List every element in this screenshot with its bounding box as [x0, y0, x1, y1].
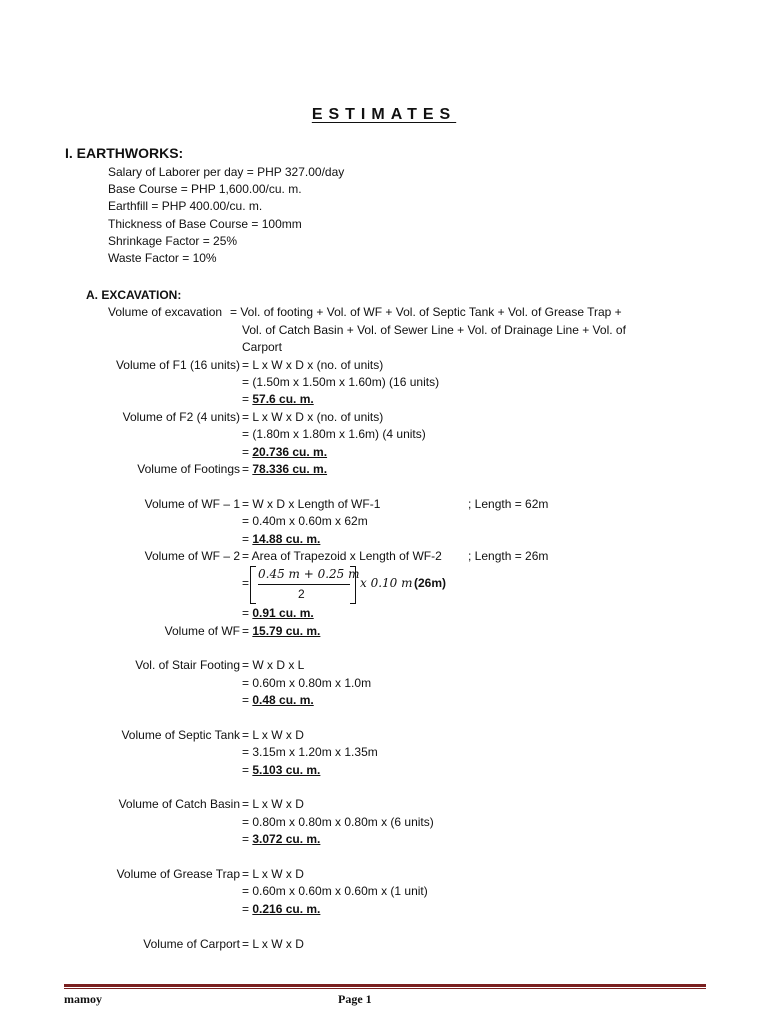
stair-footing-formula: = W x D x L: [242, 658, 305, 672]
param-salary: Salary of Laborer per day = PHP 327.00/day: [108, 165, 345, 179]
fraction-denominator: 2: [298, 587, 305, 601]
param-base-course: Base Course = PHP 1,600.00/cu. m.: [108, 182, 302, 196]
stair-footing-result-line: = 0.48 cu. m.: [242, 693, 314, 707]
page-number: Page 1: [338, 992, 372, 1006]
depth-factor: x 0.10 m: [360, 576, 413, 590]
wf2-result: 0.91 cu. m.: [252, 606, 314, 620]
wf1-formula: = W x D x Length of WF-1: [242, 497, 381, 511]
septic-tank-label: Volume of Septic Tank: [121, 728, 240, 742]
footer-rule: [64, 984, 706, 987]
wf2-formula: = Area of Trapezoid x Length of WF-2: [242, 549, 442, 563]
footer-author: mamoy: [64, 992, 102, 1006]
catch-basin-label: Volume of Catch Basin: [118, 797, 240, 811]
fraction-numerator: 0.45 m + 0.25 m: [258, 567, 360, 581]
excavation-label: Volume of excavation: [108, 305, 223, 319]
wf2-label: Volume of WF – 2: [144, 549, 240, 563]
excavation-formula-line: Vol. of Catch Basin + Vol. of Sewer Line + Vol. of Drainage Line + Vol. of: [242, 323, 626, 337]
wf1-result: 14.88 cu. m.: [252, 532, 321, 546]
equals-sign: =: [242, 576, 250, 590]
f2-result-line: = 20.736 cu. m.: [242, 445, 328, 459]
param-thickness: Thickness of Base Course = 100mm: [108, 217, 302, 231]
section-heading-earthworks: I. EARTHWORKS:: [65, 145, 184, 161]
f2-label: Volume of F2 (4 units): [122, 410, 240, 424]
trapezoid-area-equation: [242, 566, 462, 606]
wf1-length-note: ; Length = 62m: [468, 497, 549, 511]
f2-formula: = L x W x D x (no. of units): [242, 410, 384, 424]
f1-result-line: = 57.6 cu. m.: [242, 392, 314, 406]
footings-result-line: = 78.336 cu. m.: [242, 462, 328, 476]
f2-result: 20.736 cu. m.: [252, 445, 328, 459]
catch-basin-result-line: = 3.072 cu. m.: [242, 832, 321, 846]
right-bracket: [350, 566, 356, 604]
f2-substitution: = (1.80m x 1.80m x 1.6m) (4 units): [242, 427, 426, 441]
f1-result: 57.6 cu. m.: [252, 392, 314, 406]
catch-basin-substitution: = 0.80m x 0.80m x 0.80m x (6 units): [242, 815, 434, 829]
footings-result: 78.336 cu. m.: [252, 462, 328, 476]
wf1-substitution: = 0.40m x 0.60m x 62m: [242, 514, 368, 528]
length-factor: (26m): [414, 576, 447, 590]
wf-result-line: = 15.79 cu. m.: [242, 624, 321, 638]
excavation-formula-line: = Vol. of footing + Vol. of WF + Vol. of Septic Tank + Vol. of Grease Trap +: [230, 305, 622, 319]
subsection-heading-excavation: A. EXCAVATION:: [86, 288, 182, 302]
carport-formula: = L x W x D: [242, 937, 304, 951]
catch-basin-formula: = L x W x D: [242, 797, 304, 811]
footer-rule-thin: [64, 988, 706, 989]
wf2-length-note: ; Length = 26m: [468, 549, 549, 563]
f1-label: Volume of F1 (16 units): [115, 358, 240, 372]
wf-result: 15.79 cu. m.: [252, 624, 321, 638]
wf-label: Volume of WF: [164, 624, 240, 638]
carport-label: Volume of Carport: [143, 937, 240, 951]
grease-trap-result: 0.216 cu. m.: [252, 902, 321, 916]
grease-trap-result-line: = 0.216 cu. m.: [242, 902, 321, 916]
wf1-label: Volume of WF – 1: [144, 497, 240, 511]
grease-trap-label: Volume of Grease Trap: [116, 867, 240, 881]
param-waste: Waste Factor = 10%: [108, 251, 217, 265]
grease-trap-substitution: = 0.60m x 0.60m x 0.60m x (1 unit): [242, 884, 428, 898]
catch-basin-result: 3.072 cu. m.: [252, 832, 321, 846]
septic-tank-formula: = L x W x D: [242, 728, 304, 742]
wf2-result-line: = 0.91 cu. m.: [242, 606, 314, 620]
param-shrinkage: Shrinkage Factor = 25%: [108, 234, 238, 248]
fraction-bar: [258, 584, 350, 585]
f1-substitution: = (1.50m x 1.50m x 1.60m) (16 units): [242, 375, 440, 389]
excavation-formula-line: Carport: [242, 340, 283, 354]
param-earthfill: Earthfill = PHP 400.00/cu. m.: [108, 199, 263, 213]
f1-formula: = L x W x D x (no. of units): [242, 358, 384, 372]
wf1-result-line: = 14.88 cu. m.: [242, 532, 321, 546]
grease-trap-formula: = L x W x D: [242, 867, 304, 881]
septic-tank-result: 5.103 cu. m.: [252, 763, 321, 777]
septic-tank-substitution: = 3.15m x 1.20m x 1.35m: [242, 745, 378, 759]
septic-tank-result-line: = 5.103 cu. m.: [242, 763, 321, 777]
stair-footing-label: Vol. of Stair Footing: [135, 658, 240, 672]
page-title: ESTIMATES: [311, 106, 457, 123]
footings-label: Volume of Footings: [137, 462, 240, 476]
left-bracket: [250, 566, 256, 604]
stair-footing-result: 0.48 cu. m.: [252, 693, 314, 707]
stair-footing-substitution: = 0.60m x 0.80m x 1.0m: [242, 676, 372, 690]
